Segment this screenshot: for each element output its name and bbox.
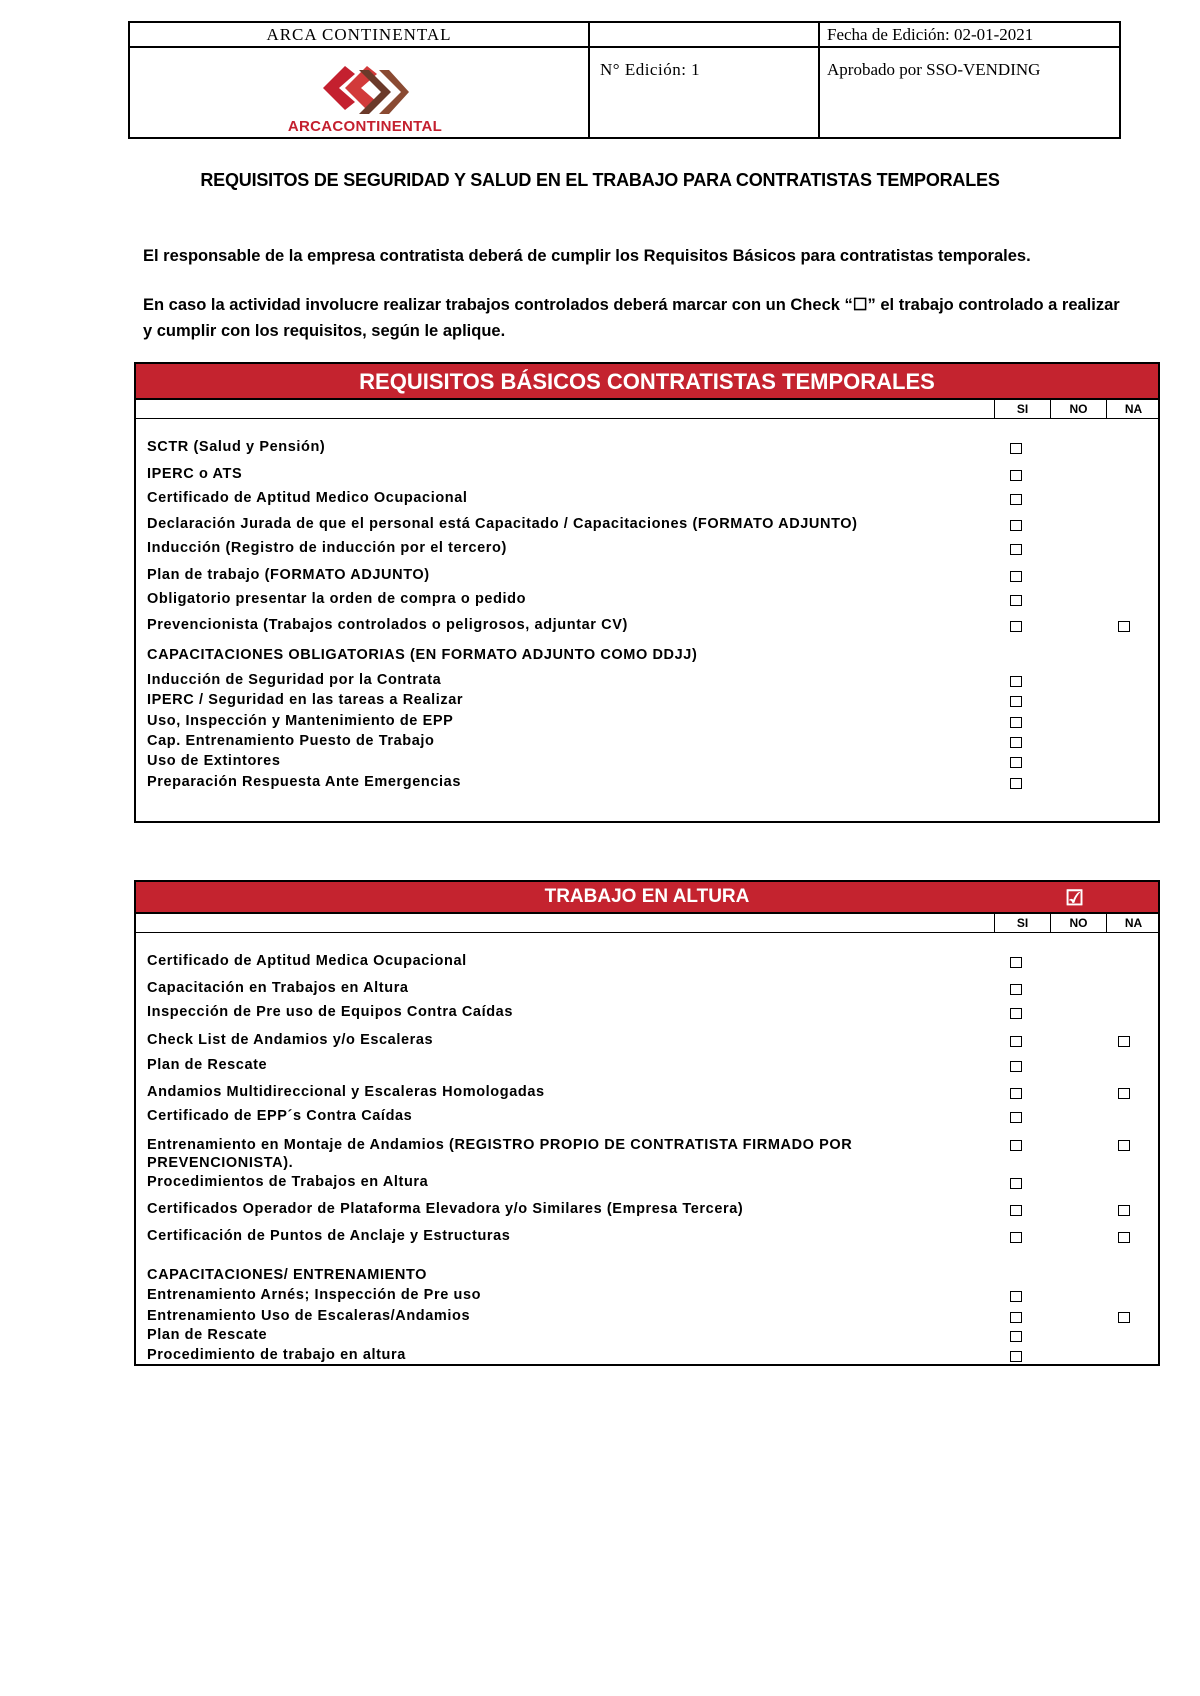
- si-checkbox[interactable]: [1010, 544, 1022, 555]
- checklist-row-label: Certificados Operador de Plataforma Elevadora y/o Similares (Empresa Tercera): [147, 1201, 744, 1217]
- column-na: NA: [1106, 400, 1160, 418]
- checklist-row-label: Prevencionista (Trabajos controlados o peligrosos, adjuntar CV): [147, 617, 628, 633]
- si-checkbox[interactable]: [1010, 571, 1022, 582]
- company-logo: [275, 62, 455, 136]
- checklist-row-label: Inspección de Pre uso de Equipos Contra Caídas: [147, 1004, 514, 1020]
- na-checkbox[interactable]: [1118, 1088, 1130, 1099]
- checklist-row-label: Certificado de EPP´s Contra Caídas: [147, 1108, 413, 1124]
- si-checkbox[interactable]: [1010, 1008, 1022, 1019]
- na-checkbox[interactable]: [1118, 1232, 1130, 1243]
- intro-paragraph-1: El responsable de la empresa contratista deberá de cumplir los Requisitos Básicos para contratistas temporales.: [143, 247, 1031, 265]
- si-checkbox[interactable]: [1010, 1061, 1022, 1072]
- checklist-row-label: Uso de Extintores: [147, 753, 281, 769]
- si-checkbox[interactable]: [1010, 1036, 1022, 1047]
- checklist-row-label: Uso, Inspección y Mantenimiento de EPP: [147, 713, 454, 729]
- na-checkbox[interactable]: [1118, 1036, 1130, 1047]
- si-checkbox[interactable]: [1010, 1205, 1022, 1216]
- checklist-row-label: Certificación de Puntos de Anclaje y Estructuras: [147, 1228, 511, 1244]
- si-checkbox[interactable]: [1010, 778, 1022, 789]
- column-headers: [136, 400, 1158, 419]
- column-si: SI: [994, 400, 1050, 418]
- document-title: REQUISITOS DE SEGURIDAD Y SALUD EN EL TRABAJO PARA CONTRATISTAS TEMPORALES: [200, 170, 1000, 190]
- na-checkbox[interactable]: [1118, 621, 1130, 632]
- si-checkbox[interactable]: [1010, 1351, 1022, 1362]
- checklist-row-label: SCTR (Salud y Pensión): [147, 439, 326, 455]
- si-checkbox[interactable]: [1010, 696, 1022, 707]
- checklist-row-label: IPERC / Seguridad en las tareas a Realizar: [147, 692, 464, 708]
- checklist-row-label: Inducción de Seguridad por la Contrata: [147, 672, 442, 688]
- checklist-row-label: Plan de Rescate: [147, 1057, 268, 1073]
- si-checkbox[interactable]: [1010, 494, 1022, 505]
- si-checkbox[interactable]: [1010, 1312, 1022, 1323]
- si-checkbox[interactable]: [1010, 1088, 1022, 1099]
- si-checkbox[interactable]: [1010, 1140, 1022, 1151]
- column-no: NO: [1050, 400, 1106, 418]
- checklist-row-label: Andamios Multidireccional y Escaleras Homologadas: [147, 1084, 545, 1100]
- subsection-title: CAPACITACIONES/ ENTRENAMIENTO: [147, 1267, 428, 1283]
- checklist-row-label: Plan de Rescate: [147, 1327, 268, 1343]
- si-checkbox[interactable]: [1010, 957, 1022, 968]
- checklist-row-label: Entrenamiento en Montaje de Andamios (REGISTRO PROPIO DE CONTRATISTA FIRMADO POR PREVENCIONISTA).: [147, 1137, 853, 1171]
- si-checkbox[interactable]: [1010, 1112, 1022, 1123]
- document-header: [128, 21, 1121, 139]
- si-checkbox[interactable]: [1010, 595, 1022, 606]
- column-headers: [136, 914, 1158, 933]
- edition-date: Fecha de Edición: 02-01-2021: [818, 21, 1121, 48]
- column-na: NA: [1106, 914, 1160, 932]
- checklist-row-label: Declaración Jurada de que el personal está Capacitado / Capacitaciones (FORMATO ADJUNTO): [147, 516, 858, 532]
- checklist-row-label: Certificado de Aptitud Medica Ocupacional: [147, 953, 467, 969]
- si-checkbox[interactable]: [1010, 1232, 1022, 1243]
- checklist-row-label: Procedimiento de trabajo en altura: [147, 1347, 406, 1363]
- basic-requirements-section: [134, 362, 1160, 823]
- checklist-row-label: Capacitación en Trabajos en Altura: [147, 980, 409, 996]
- edition-number: N° Edición: 1: [588, 46, 820, 139]
- checklist-row-label: Entrenamiento Uso de Escaleras/Andamios: [147, 1308, 471, 1324]
- checklist-row-label: Check List de Andamios y/o Escaleras: [147, 1032, 434, 1048]
- si-checkbox[interactable]: [1010, 984, 1022, 995]
- intro-paragraph-2: En caso la actividad involucre realizar trabajos controlados deberá marcar con un Check “☐” el trabajo controlado a realizar y cumplir con los requisitos, según le aplique.: [143, 296, 1120, 340]
- si-checkbox[interactable]: [1010, 470, 1022, 481]
- si-checkbox[interactable]: [1010, 1178, 1022, 1189]
- checklist-row-label: Entrenamiento Arnés; Inspección de Pre uso: [147, 1287, 482, 1303]
- si-checkbox[interactable]: [1010, 520, 1022, 531]
- approved-by: Aprobado por SSO-VENDING: [818, 46, 1121, 139]
- si-checkbox[interactable]: [1010, 1331, 1022, 1342]
- section-title: [136, 882, 1158, 914]
- si-checkbox[interactable]: [1010, 757, 1022, 768]
- section-title: REQUISITOS BÁSICOS CONTRATISTAS TEMPORALES: [136, 364, 1158, 400]
- si-checkbox[interactable]: [1010, 737, 1022, 748]
- si-checkbox[interactable]: [1010, 443, 1022, 454]
- height-work-section: [134, 880, 1160, 1366]
- checklist-row-label: Procedimientos de Trabajos en Altura: [147, 1174, 429, 1190]
- header-empty-cell: [588, 21, 820, 48]
- section-checked-icon[interactable]: ☑: [1065, 887, 1084, 910]
- subsection-title: CAPACITACIONES OBLIGATORIAS (EN FORMATO ADJUNTO COMO DDJJ): [147, 647, 698, 663]
- si-checkbox[interactable]: [1010, 1291, 1022, 1302]
- checklist-row-label: Certificado de Aptitud Medico Ocupacional: [147, 490, 468, 506]
- section-title-text: TRABAJO EN ALTURA: [544, 886, 750, 907]
- logo-cell: [128, 46, 590, 139]
- checklist-row-label: Obligatorio presentar la orden de compra o pedido: [147, 591, 527, 607]
- na-checkbox[interactable]: [1118, 1140, 1130, 1151]
- si-checkbox[interactable]: [1010, 676, 1022, 687]
- na-checkbox[interactable]: [1118, 1312, 1130, 1323]
- checklist-row-label: IPERC o ATS: [147, 466, 243, 482]
- checklist-row-label: Plan de trabajo (FORMATO ADJUNTO): [147, 567, 430, 583]
- si-checkbox[interactable]: [1010, 621, 1022, 632]
- logo-text: ARCACONTINENTAL: [287, 118, 443, 135]
- checklist-row-label: Cap. Entrenamiento Puesto de Trabajo: [147, 733, 435, 749]
- company-name: ARCA CONTINENTAL: [128, 21, 590, 48]
- checklist-row-label: Inducción (Registro de inducción por el tercero): [147, 540, 507, 556]
- checklist-row-label: Preparación Respuesta Ante Emergencias: [147, 774, 461, 790]
- na-checkbox[interactable]: [1118, 1205, 1130, 1216]
- column-no: NO: [1050, 914, 1106, 932]
- si-checkbox[interactable]: [1010, 717, 1022, 728]
- column-si: SI: [994, 914, 1050, 932]
- logo-mark-icon: [315, 62, 411, 118]
